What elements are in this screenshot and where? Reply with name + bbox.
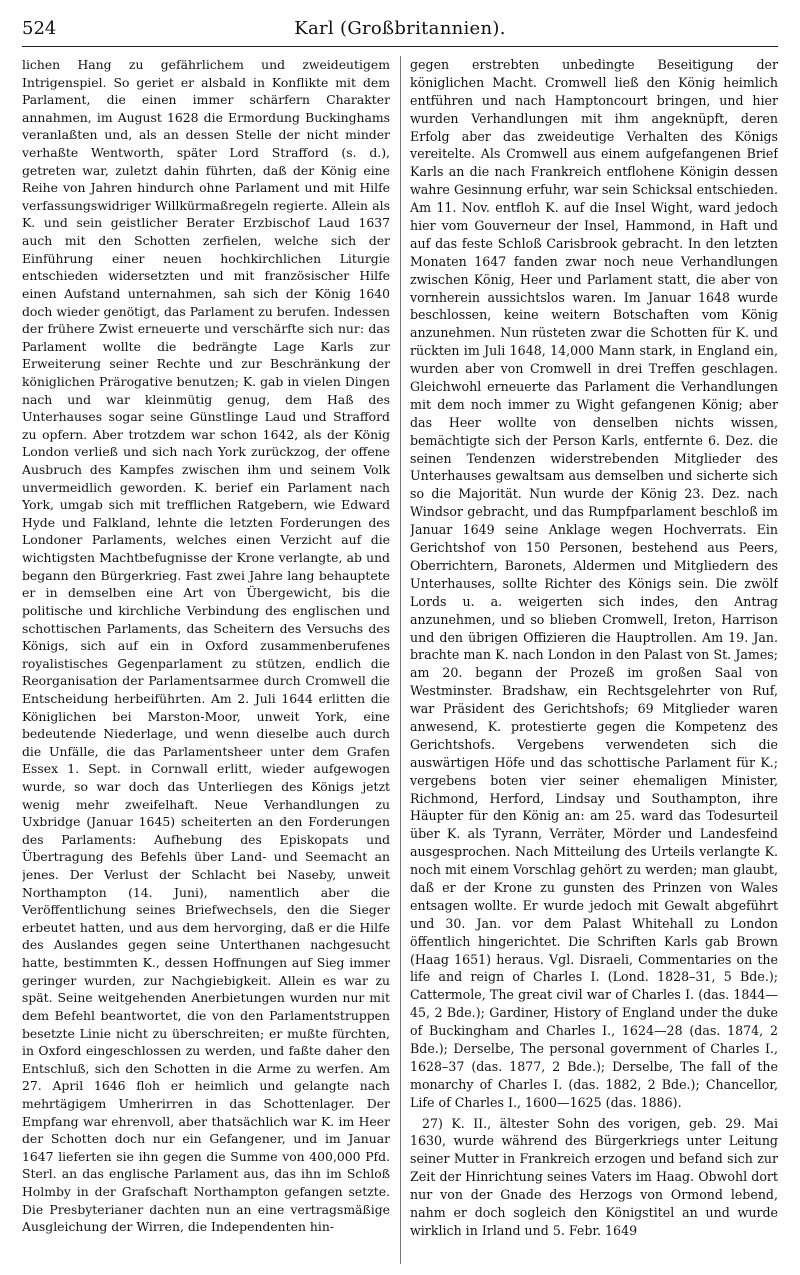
right-column-text: gegen erstrebten unbedingte Beseitigung der königlichen Macht. Cromwell ließ den König heimlich entführen und nach Hamptoncourt bringen, und hier wurden Verhandlungen mit ihm angeknüpft, deren Erfolg aber das zweideutige Verhalten des Königs vereitelte. Als Cromwell aus einem aufgefangenen Brief Karls an die nach Frankreich entflohene Königin dessen wahre Gesinnung erfuhr, war sein Schicksal entschieden. Am 11. Nov. entfloh K. auf die Insel Wight, ward jedoch hier vom Gouverneur der Insel, Hammond, in Haft und auf das feste Schloß Carisbrook gebracht. In den letzten Monaten 1647 fanden zwar noch neue Verhandlungen zwischen König, Heer und Parlament statt, die aber von vornherein aussichtslos waren. Im Januar 1648 wurde beschlossen, keine weitern Botschaften vom König anzunehmen. Nun rüsteten zwar die Schotten für K. und rückten im Juli 1648, 14,000 Mann stark, in England ein, wurden aber von Cromwell in drei Treffen geschlagen. Gleichwohl erneuerte das Parlament die Verhandlungen mit dem noch immer zu Wight gefangenen König; aber das Heer wollte von denselben nichts wissen, bemächtigte sich der Person Karls, entfernte 6. Dez. die seinen Tendenzen widerstrebenden Mitglieder des Unterhauses gewaltsam aus demselben und sicherte sich so die Majorität. Nun wurde der König 23. Dez. nach Windsor gebracht, und das Rumpfparlament beschloß im Januar 1649 seine Anklage wegen Hochverrats. Ein Gerichtshof von 150 Personen, bestehend aus Peers, Oberrichtern, Baronets, Aldermen und Mitgliedern des Unterhauses, sollte Richter des Königs sein. Die zwölf Lords u. a. weigerten sich indes, den Antrag anzunehmen, und so blieben Cromwell, Ireton, Harrison und den übrigen Offizieren die Hauptrollen. Am 19. Jan. brachte man K. nach London in den Palast von St. James; am 20. begann der Prozeß im großen Saal von Westminster. Bradshaw, ein Rechtsgelehrter von Ruf, war Präsident des Gerichtshofs; 69 Mitglieder waren anwesend, K. protestierte gegen die Kompetenz des Gerichtshofs. Vergebens verwendeten sich die auswärtigen Höfe und das schottische Parlament für K.; vergebens boten vier seiner ehemaligen Minister, Richmond, Herford, Lindsay und Southampton, ihre Häupter für den König an: am 25. ward das Todesurteil über K. als Tyrann, Verräter, Mörder und Landesfeind ausgesprochen. Nach Mitteilung des Urteils verlangte K. noch mit einem Vorschlag gehört zu werden; man glaubt, daß er der Krone zu gunsten des Prinzen von Wales entsagen wollte. Er wurde jedoch mit Gewalt abgeführt und 30. Jan. vor dem Palast Whitehall zu London öffentlich hingerichtet. Die Schriften Karls gab Brown (Haag 1651) heraus. Vgl. Disraeli, Commentaries on the life and reign of Charles I. (Lond. 1828–31, 5 Bde.); Cattermole, The great civil war of Charles I. (das. 1844—45, 2 Bde.); Gardiner, History of England under the duke of Buckingham and Charles I., 1624—28 (das. 1874, 2 Bde.); Derselbe, The personal government of Charles I., 1628–37 (das. 1877, 2 Bde.); Derselbe, The fall of the monarchy of Charles I. (das. 1882, 2 Bde.); Chancellor, Life of Charles I., 1600—1625 (das. 1886). [410,57,778,1110]
text-columns [22,56,778,1264]
running-head: Karl (Großbritannien). [294,18,506,39]
column-divider [400,56,401,1264]
left-column [22,56,390,1264]
left-column-text: lichen Hang zu gefährlichem und zweideutigem Intrigenspiel. So geriet er alsbald in Konflikte mit dem Parlament, die einen immer schärfern Charakter annahmen, im August 1628 die Ermordung Buckinghams veranlaßten und, als an dessen Stelle der nicht minder verhaßte Wentworth, später Lord Strafford (s. d.), getreten war, zuletzt dahin führten, daß der König eine Reihe von Jahren hindurch ohne Parlament und mit Hilfe verfassungswidriger Willkürmaßregeln regierte. Allein als K. und sein geistlicher Berater Erzbischof Laud 1637 auch mit den Schotten zerfielen, welche sich der Einführung einer neuen hochkirchlichen Liturgie entschieden widersetzten und mit französischer Hilfe einen Aufstand unternahmen, sah sich der König 1640 doch wieder genötigt, das Parlament zu berufen. Indessen der frühere Zwist erneuerte und verschärfte sich nur: das Parlament wollte die bedrängte Lage Karls zur Erweiterung seiner Rechte und zur Beschränkung der königlichen Prärogative benutzen; K. gab in vielen Dingen nach und war kleinmütig genug, dem Haß des Unterhauses sogar seine Günstlinge Laud und Strafford zu opfern. Aber trotzdem war schon 1642, als der König London verließ und sich nach York zurückzog, der offene Ausbruch des Kampfes zwischen ihm und seinem Volk unvermeidlich geworden. K. berief ein Parlament nach York, umgab sich mit trefflichen Ratgebern, wie Edward Hyde und Falkland, lehnte die letzten Forderungen des Londoner Parlaments, welches einen Verzicht auf die wichtigsten Machtbefugnisse der Krone verlangte, ab und begann den Bürgerkrieg. Fast zwei Jahre lang behauptete er in demselben eine Art von Übergewicht, bis die politische und kirchliche Verbindung des englischen und schottischen Parlaments, das Scheitern des Versuchs des Königs, sich auf ein in Oxford zusammenberufenes royalistisches Gegenparlament zu stützen, endlich die Reorganisation der Parlamentsarmee durch Cromwell die Entscheidung herbeiführten. Am 2. Juli 1644 erlitten die Königlichen bei Marston-Moor, unweit York, eine bedeutende Niederlage, und wenn dieselbe auch durch die Unfälle, die das Parlamentsheer unter dem Grafen Essex 1. Sept. in Cornwall erlitt, wieder aufgewogen wurde, so war doch das Unterliegen des Königs jetzt wenig mehr zweifelhaft. Neue Verhandlungen zu Uxbridge (Januar 1645) scheiterten an den Forderungen des Parlaments: Aufhebung des Episkopats und Übertragung des Befehls über Land- und Seemacht an jenes. Der Verlust der Schlacht bei Naseby, unweit Northampton (14. Juni), namentlich aber die Veröffentlichung seines Briefwechsels, den die Sieger erbeutet hatten, und aus dem hervorging, daß er die Hilfe des Auslandes gegen seine Unterthanen nachgesucht hatte, bestimmten K., dessen Hoffnungen auf Sieg immer geringer wurden, zur Nachgiebigkeit. Allein es war zu spät. Seine weitgehenden Anerbietungen wurden nur mit dem Befehl beantwortet, die von den Parlamentstruppen besetzte Linie nicht zu überschreiten; er mußte fürchten, in Oxford eingeschlossen zu werden, und faßte daher den Entschluß, sich den Schotten in die Arme zu werfen. Am 27. April 1646 floh er heimlich und gelangte nach mehrtägigem Umherirren in das Schottenlager. Der Empfang war ehrenvoll, aber thatsächlich war K. im Heer der Schotten doch nur ein Gefangener, und im Januar 1647 lieferten sie ihn gegen die Summe von 400,000 Pfd. Sterl. an das englische Parlament aus, das ihn im Schloß Holmby in der Grafschaft Northampton gefangen setzte. Die Presbyterianer dachten nun an eine vertragsmäßige Ausgleichung der Wirren, die Independenten hin- [22,57,390,1235]
right-column [410,56,778,1264]
page-number: 524 [22,18,57,39]
page-header [22,16,778,47]
dictionary-page [22,16,778,1266]
entry-karl-ii: 27) K. II., ältester Sohn des vorigen, geb. 29. Mai 1630, wurde während des Bürgerkriegs unter Leitung seiner Mutter in Frankreich erzogen und befand sich zur Zeit der Hinrichtung seines Vaters im Haag. Obwohl dort nur von der Gnade des Herzogs von Ormond lebend, nahm er doch sogleich den Königstitel an und wurde wirklich in Irland und 5. Febr. 1649 [410,1115,778,1238]
